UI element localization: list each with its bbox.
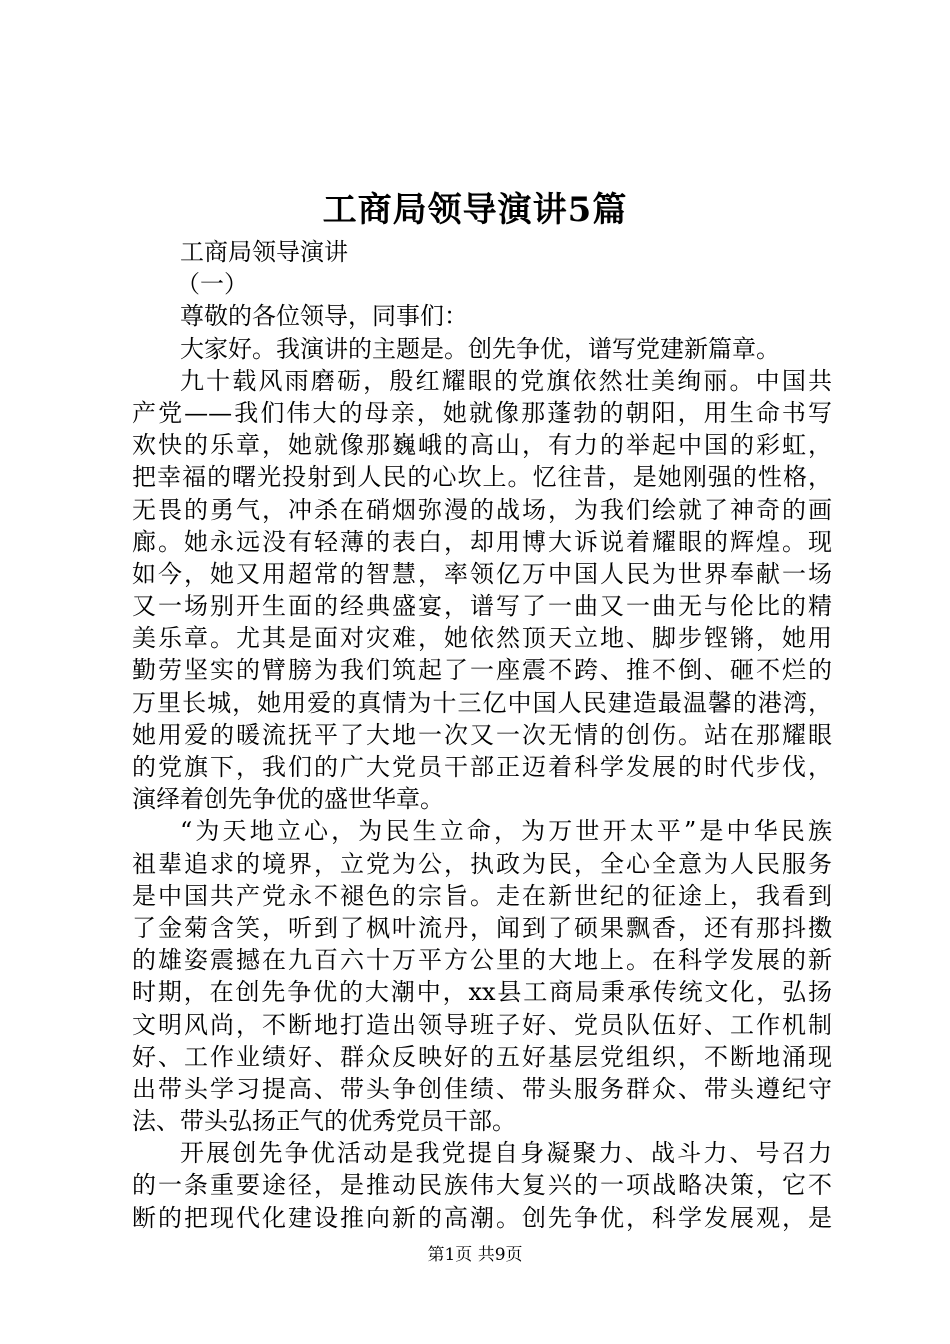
paragraph-line: 廊。她永远没有轻薄的表白，却用博大诉说着耀眼的辉煌。现 [132, 527, 832, 556]
paragraph-line: 如今，她又用超常的智慧，率领亿万中国人民为世界奉献一场 [132, 559, 832, 588]
paragraph-line: 勤劳坚实的臂膀为我们筑起了一座震不跨、推不倒、砸不烂的 [132, 656, 832, 685]
paragraph-line: 的党旗下，我们的广大党员干部正迈着科学发展的时代步伐， [132, 753, 832, 781]
paragraph-line: 万里长城，她用爱的真情为十三亿中国人民建造最温馨的港湾， [132, 688, 832, 717]
paragraph-line: 时期，在创先争优的大潮中，xx县工商局秉承传统文化，弘扬 [132, 978, 832, 1007]
paragraph-line: 了金菊含笑，听到了枫叶流丹，闻到了硕果飘香，还有那抖擞 [132, 913, 832, 942]
paragraph-line: 文明风尚，不断地打造出领导班子好、党员队伍好、工作机制 [132, 1010, 832, 1039]
document-title: 工商局领导演讲5篇 [322, 190, 628, 230]
paragraph-line: 大家好。我演讲的主题是。创先争优，谱写党建新篇章。 [180, 334, 780, 363]
paragraph-line: 产党——我们伟大的母亲，她就像那蓬勃的朝阳，用生命书写 [132, 398, 832, 427]
paragraph-line: 演绎着创先争优的盛世华章。 [132, 785, 444, 814]
paragraph-line: 又一场别开生面的经典盛宴，谱写了一曲又一曲无与伦比的精 [132, 592, 832, 621]
paragraph-line: 的雄姿震撼在九百六十万平方公里的大地上。在科学发展的新 [132, 946, 832, 975]
paragraph-line: 是中国共产党永不褪色的宗旨。走在新世纪的征途上，我看到 [132, 881, 832, 910]
paragraph-line: 法、带头弘扬正气的优秀党员干部。 [132, 1107, 516, 1136]
paragraph-line: 把幸福的曙光投射到人民的心坎上。忆往昔，是她刚强的性格， [132, 463, 832, 492]
paragraph-line: 祖辈追求的境界，立党为公，执政为民，全心全意为人民服务 [132, 849, 832, 878]
paragraph-line: 开展创先争优活动是我党提自身凝聚力、战斗力、号召力 [180, 1139, 832, 1168]
paragraph-line: 她用爱的暖流抚平了大地一次又一次无情的创伤。站在那耀眼 [132, 720, 832, 749]
document-body [132, 236, 832, 1234]
paragraph-line: 断的把现代化建设推向新的高潮。创先争优，科学发展观，是 [132, 1203, 832, 1232]
section-number: （一） [176, 270, 248, 299]
paragraph-line: 出带头学习提高、带头争创佳绩、带头服务群众、带头遵纪守 [132, 1074, 832, 1103]
subtitle-line: 工商局领导演讲 [180, 238, 348, 266]
paragraph-line: 美乐章。尤其是面对灾难，她依然顶天立地、脚步铿锵，她用 [132, 624, 832, 653]
paragraph-line: “为天地立心，为民生立命，为万世开太平”是中华民族 [180, 817, 832, 846]
salutation-line: 尊敬的各位领导，同事们： [180, 302, 468, 331]
paragraph-line: 的一条重要途径，是推动民族伟大复兴的一项战略决策，它不 [132, 1171, 832, 1200]
paragraph-line: 无畏的勇气，冲杀在硝烟弥漫的战场，为我们绘就了神奇的画 [132, 495, 832, 524]
page-footer: 第1页 共9页 [427, 1245, 523, 1265]
paragraph-line: 九十载风雨磨砺，殷红耀眼的党旗依然壮美绚丽。中国共 [180, 366, 832, 395]
paragraph-line: 好、工作业绩好、群众反映好的五好基层党组织，不断地涌现 [132, 1042, 832, 1071]
paragraph-line: 欢快的乐章，她就像那巍峨的高山，有力的举起中国的彩虹， [132, 431, 832, 460]
